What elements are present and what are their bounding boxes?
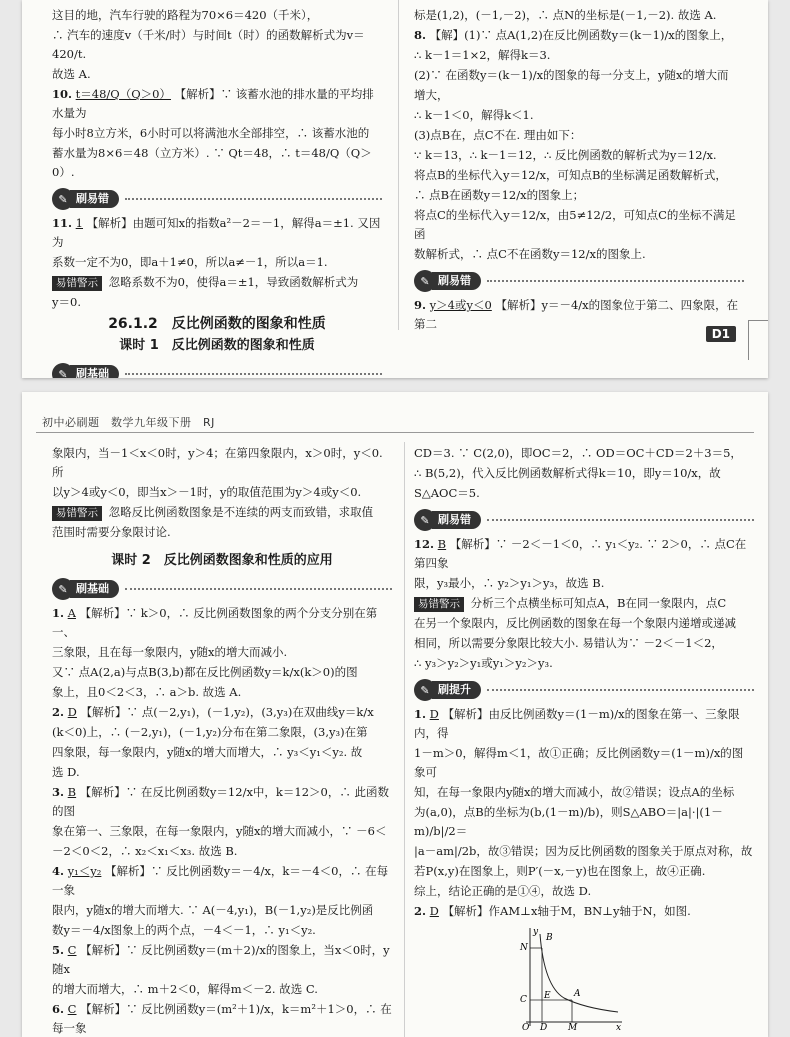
text-line: ∵ k＝13，∴ k－1＝12，∴ 反比例函数的解析式为y＝12/x. xyxy=(414,148,717,162)
question-number: 8. xyxy=(414,28,427,42)
question-number: 10. xyxy=(52,87,73,101)
label-d: D xyxy=(540,1023,548,1030)
question-number: 2. xyxy=(52,705,65,719)
question-number: 2. xyxy=(414,904,427,918)
page-corner xyxy=(748,320,768,360)
text-line: 选 D. xyxy=(52,765,80,779)
answer: D xyxy=(429,707,439,721)
section-label: 刷基础 xyxy=(70,580,119,598)
text-line: 限，y₃最小，∴ y₂＞y₁＞y₃，故选 B. xyxy=(414,576,605,590)
dotted-rule xyxy=(487,519,754,521)
text-line: ∴ k－1＝1×2，解得k＝3. xyxy=(414,48,551,62)
explanation: 【解析】∵ 该蓄水池的排水量的平均排水量为 xyxy=(52,87,374,120)
label-x: x xyxy=(616,1023,622,1030)
text-line: ∴ k－1＜0，解得k＜1. xyxy=(414,108,534,122)
question-item xyxy=(52,604,392,642)
answer: 1 xyxy=(75,216,83,230)
label-n: N xyxy=(520,943,528,953)
label-y: y xyxy=(533,927,539,937)
explanation: 【解析】y＝－4/x的图象位于第二、四象限，在第二 xyxy=(414,298,739,331)
explanation: 【解析】∵ 反比例函数y＝(m＋2)/x的图象上，当x＜0时，y随x xyxy=(52,943,390,976)
text-line: 象限内，当－1＜x＜0时，y＞4；在第四象限内，x＞0时，y＜0. 所 xyxy=(52,446,383,479)
warning-text: 分析三个点横坐标可知点A，B在同一象限内，点C xyxy=(470,596,727,610)
text-line: 将点B的坐标代入y＝12/x，可知点B的坐标满足函数解析式， xyxy=(414,168,727,182)
label-a: A xyxy=(574,989,581,999)
text-line: 象上，且0＜2＜3，∴ a＞b. 故选 A. xyxy=(52,685,242,699)
section-error-tab xyxy=(414,270,744,292)
explanation: 【解析】∵ 反比例函数y＝(m²＋1)/x，k＝m²＋1＞0，∴ 在每一象 xyxy=(52,1002,392,1035)
question-9 xyxy=(414,296,744,334)
question-number: 5. xyxy=(52,943,65,957)
warning-line xyxy=(52,503,392,522)
top-right-column xyxy=(414,6,744,335)
text-line: 的增大而增大，∴ m＋2＜0，解得m＜－2. 故选 C. xyxy=(52,982,318,996)
text-line: 限内，y随x的增大而增大. ∵ A(－4,y₁)，B(－1,y₂)是反比例函 xyxy=(52,903,374,917)
warning-line xyxy=(414,594,754,613)
hyperbola-graph xyxy=(514,926,624,1030)
section-basic-tab xyxy=(52,363,382,378)
answer: D xyxy=(67,705,77,719)
page-number: D1 xyxy=(706,326,736,342)
text-line: (3)点B在，点C不在. 理由如下： xyxy=(414,128,582,142)
book-icon: ✎ xyxy=(52,578,74,600)
question-number: 6. xyxy=(52,1002,65,1016)
bottom-left-column xyxy=(52,444,392,1037)
text-line: 数y＝－4/x图象上的两个点，－4＜－1，∴ y₁＜y₂. xyxy=(52,923,316,937)
explanation: 【解】(1)∵ 点A(1,2)在反比例函数y＝(k－1)/x的图象上， xyxy=(429,28,733,42)
text-line: 范围时需要分象限讨论. xyxy=(52,525,171,539)
section-improve-tab xyxy=(414,679,754,701)
running-head: 初中必刷题 数学九年级下册 RJ xyxy=(42,416,215,429)
book-icon: ✎ xyxy=(414,679,436,701)
book-icon: ✎ xyxy=(414,270,436,292)
label-b: B xyxy=(546,933,553,943)
book-icon: ✎ xyxy=(52,363,74,378)
text-line: 相同，所以需要分象限比较大小. 易错认为∵ －2＜－1＜2， xyxy=(414,636,723,650)
answer: B xyxy=(67,785,77,799)
text-line: 将点C的坐标代入y＝12/x，由5≠12/2，可知点C的坐标不满足函 xyxy=(414,208,736,241)
question-item xyxy=(52,1000,392,1037)
text-line: 1－m＞0，解得m＜1，故①正确；反比例函数y＝(1－m)/x的图象可 xyxy=(414,746,744,779)
section-basic-tab xyxy=(52,578,392,600)
top-page xyxy=(22,0,768,378)
warning-badge: 易错警示 xyxy=(52,276,102,291)
explanation: 【解析】∵ 在反比例函数y＝12/x中，k＝12＞0，∴ 此函数的图 xyxy=(52,785,389,818)
text-line: S△AOC＝5. xyxy=(414,486,480,500)
label-e: E xyxy=(544,991,551,1001)
question-11 xyxy=(52,214,382,252)
text-line: (2)∵ 在函数y＝(k－1)/x的图象的每一分支上，y随x的增大而 xyxy=(414,68,729,82)
text-line: 以y＞4或y＜0，即当x＞－1时，y的取值范围为y＞4或y＜0. xyxy=(52,485,362,499)
text-line: 三象限，且在每一象限内，y随x的增大而减小. xyxy=(52,645,288,659)
section-label: 刷易错 xyxy=(432,511,481,529)
question-item xyxy=(52,783,392,821)
text-line: 为(a,0)，点B的坐标为(b,(1－m)/b)，则S△ABO＝|a|·|(1－m)/b|/2＝ xyxy=(414,805,723,838)
question-12 xyxy=(414,535,754,573)
top-left-column xyxy=(52,6,382,378)
text-line: 每小时8立方米，6小时可以将满池水全部排空，∴ 该蓄水池的 xyxy=(52,126,370,140)
dotted-rule xyxy=(125,198,382,200)
text-line: ∴ y₃＞y₂＞y₁或y₁＞y₂＞y₃. xyxy=(414,656,553,670)
explanation: 【解析】作AM⊥x轴于M，BN⊥y轴于N，如图. xyxy=(442,904,691,918)
explanation: 【解析】∵ k＞0，∴ 反比例函数图象的两个分支分别在第一、 xyxy=(52,606,378,639)
bottom-page xyxy=(22,392,768,1037)
text-line: －2＜0＜2，∴ x₂＜x₁＜x₃. 故选 B. xyxy=(52,844,238,858)
text-line: 知，在每一象限内y随x的增大而减小，故②错误；设点A的坐标 xyxy=(414,785,735,799)
answer: B xyxy=(437,537,447,551)
explanation: 【解析】由题可知x的指数a²－2＝－1，解得a＝±1. 又因为 xyxy=(52,216,381,249)
question-2-improve xyxy=(414,902,754,921)
question-number: 4. xyxy=(52,864,65,878)
question-list xyxy=(52,604,392,1037)
dotted-rule xyxy=(125,373,382,375)
text-line: CD＝3. ∵ C(2,0)，即OC＝2，∴ OD＝OC＋CD＝2＋3＝5， xyxy=(414,446,742,460)
section-label: 刷易错 xyxy=(70,190,119,208)
question-item xyxy=(52,703,392,722)
question-number: 11. xyxy=(52,216,73,230)
answer: A xyxy=(67,606,76,620)
text-line: 若P(x,y)在图象上，则P′(－x,－y)也在图象上，故④正确. xyxy=(414,864,706,878)
explanation: 【解析】∵ －2＜－1＜0，∴ y₁＜y₂. ∵ 2＞0，∴ 点C在第四象 xyxy=(414,537,747,570)
lesson-title: 课时 1 反比例函数的图象和性质 xyxy=(119,338,315,353)
text-line: ∴ 汽车的速度v（千米/时）与时间t（时）的函数解析式为v＝420/t. xyxy=(52,28,365,61)
text-line: 增大， xyxy=(414,88,449,102)
warning-text: 忽略系数不为0，使得a＝±1，导致函数解析式为 xyxy=(108,275,359,289)
text-line: 象在第一、三象限，在每一象限内，y随x的增大而减小，∵ －6＜ xyxy=(52,824,387,838)
lesson-title: 课时 2 反比例函数图象和性质的应用 xyxy=(111,553,333,568)
book-icon: ✎ xyxy=(414,509,436,531)
answer: C xyxy=(67,1002,77,1016)
question-number: 9. xyxy=(414,298,427,312)
text-line: 标是(1,2)，(－1,－2)，∴ 点N的坐标是(－1,－2). 故选 A. xyxy=(414,8,717,22)
answer: y＞4或y＜0 xyxy=(429,298,492,312)
warning-text: 忽略反比例函数图象是不连续的两支而致错，求取值 xyxy=(108,505,374,519)
text-line: 故选 A. xyxy=(52,67,91,81)
explanation: 【解析】由反比例函数y＝(1－m)/x的图象在第一、三象限内，得 xyxy=(414,707,740,740)
label-c: C xyxy=(520,995,527,1005)
text-line: ∴ B(5,2)，代入反比例函数解析式得k＝10，即y＝10/x，故 xyxy=(414,466,721,480)
question-8 xyxy=(414,26,744,45)
explanation: 【解析】∵ 点(－2,y₁)，(－1,y₂)，(3,y₃)在双曲线y＝k/x xyxy=(80,705,374,719)
chapter-title: 26.1.2 反比例函数的图象和性质 xyxy=(108,316,326,332)
answer: y₁＜y₂ xyxy=(67,864,102,878)
text-line: 这目的地，汽车行驶的路程为70×6＝420（千米）， xyxy=(52,8,319,22)
text-line: (k＜0)上，∴ (－2,y₁)，(－1,y₂)分布在第二象限，(3,y₃)在第 xyxy=(52,725,368,739)
text-line: 数解析式，∴ 点C不在函数y＝12/x的图象上. xyxy=(414,247,646,261)
text-line: 又∵ 点A(2,a)与点B(3,b)都在反比例函数y＝k/x(k＞0)的图 xyxy=(52,665,358,679)
text-line: 系数一定不为0，即a＋1≠0，所以a≠－1，所以a＝1. xyxy=(52,255,328,269)
column-divider xyxy=(404,442,405,1037)
column-divider xyxy=(398,0,399,330)
warning-badge: 易错警示 xyxy=(414,597,464,612)
section-label: 刷提升 xyxy=(432,681,481,699)
question-number: 12. xyxy=(414,537,435,551)
text-line: y＝0. xyxy=(52,295,81,309)
question-item xyxy=(52,862,392,900)
label-o: O xyxy=(522,1023,530,1030)
question-number: 1. xyxy=(52,606,65,620)
text-line: 蓄水量为8×6＝48（立方米）. ∵ Qt＝48，∴ t＝48/Q（Q＞0）. xyxy=(52,146,372,179)
answer: t＝48/Q（Q＞0） xyxy=(75,87,171,101)
section-label: 刷基础 xyxy=(70,365,119,378)
text-line: |a－am|/2b，故③错误；因为反比例函数的图象关于原点对称，故 xyxy=(414,844,753,858)
text-line: ∴ 点B在函数y＝12/x的图象上； xyxy=(414,188,585,202)
text-line: 综上，结论正确的是①④，故选 D. xyxy=(414,884,592,898)
warning-line xyxy=(52,273,382,292)
warning-badge: 易错警示 xyxy=(52,506,102,521)
text-line: 在另一个象限内，反比例函数的图象在每一个象限内递增或递减 xyxy=(414,616,736,630)
question-1-improve xyxy=(414,705,754,743)
section-label: 刷易错 xyxy=(432,272,481,290)
question-number: 3. xyxy=(52,785,65,799)
section-error-tab xyxy=(52,188,382,210)
dotted-rule xyxy=(487,280,744,282)
bottom-right-column xyxy=(414,444,754,1037)
question-number: 1. xyxy=(414,707,427,721)
answer: D xyxy=(429,904,439,918)
dotted-rule xyxy=(487,689,754,691)
label-m: M xyxy=(568,1023,578,1030)
book-icon: ✎ xyxy=(52,188,74,210)
section-error-tab xyxy=(414,509,754,531)
header-rule xyxy=(36,432,754,433)
answer: C xyxy=(67,943,77,957)
question-item xyxy=(52,941,392,979)
explanation: 【解析】∵ 反比例函数y＝－4/x，k＝－4＜0，∴ 在每一象 xyxy=(52,864,389,897)
dotted-rule xyxy=(125,588,392,590)
question-10 xyxy=(52,85,382,123)
text-line: 四象限，每一象限内，y随x的增大而增大，∴ y₃＜y₁＜y₂. 故 xyxy=(52,745,363,759)
